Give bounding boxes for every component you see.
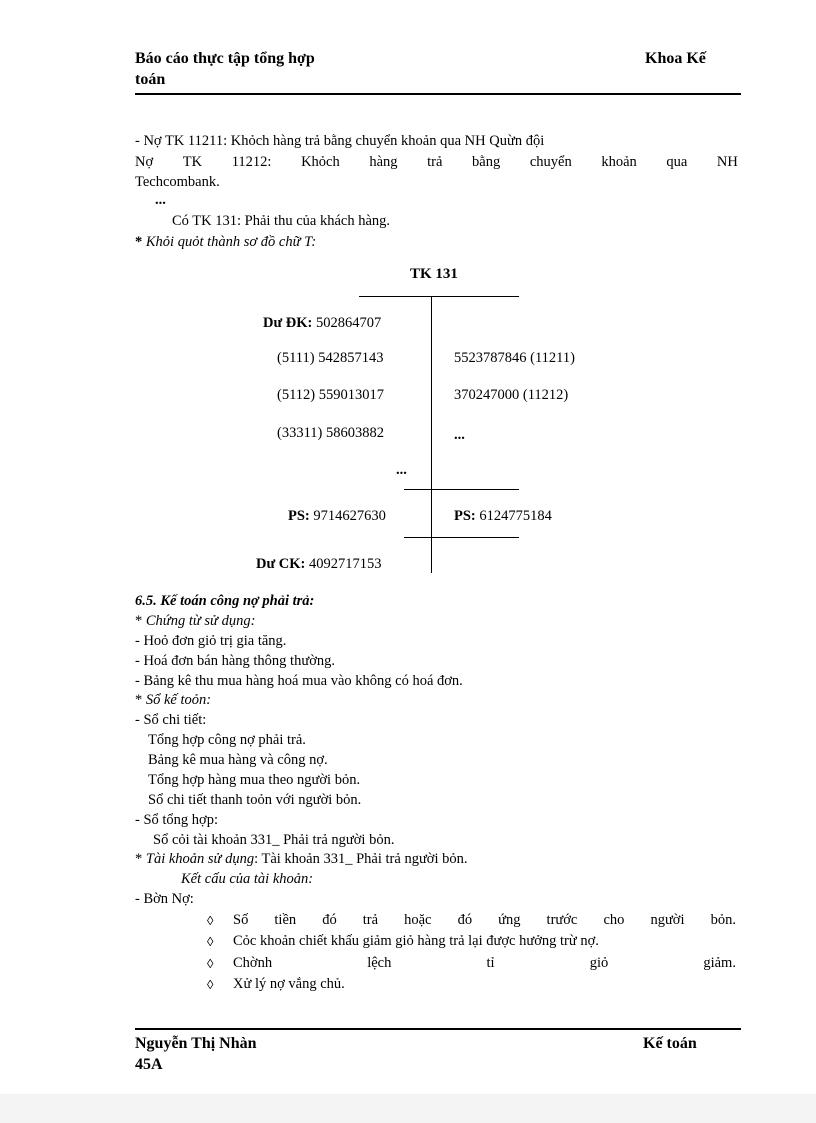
word: chuyển xyxy=(529,154,572,170)
closing-value: 4092717153 xyxy=(309,556,382,572)
word: tiền xyxy=(274,912,297,928)
books-label: Sổ kế toỏn: xyxy=(145,692,212,708)
word: hàng xyxy=(369,154,398,170)
detail-book-item: Bảng kê mua hàng và công nợ. xyxy=(148,752,328,768)
body-line-credit-131: Có TK 131: Phải thu của khách hàng. xyxy=(172,213,391,229)
header-title-continued: toán xyxy=(135,71,166,88)
body-line-techcombank: Techcombank. xyxy=(135,174,220,190)
word: bằng xyxy=(472,154,501,170)
header-rule xyxy=(135,93,741,95)
credit-entry: 370247000 (11212) xyxy=(454,387,569,403)
word: NH xyxy=(716,154,738,170)
word: trước xyxy=(546,912,578,928)
doc-item: - Bảng kê thu mua hàng hoá mua vào không có hoá đơn. xyxy=(135,673,463,689)
asterisk: * xyxy=(135,234,146,250)
debit-item-discounts: Cỏc khoản chiết khấu giảm giỏ hàng trả lại được hưởng trừ nợ. xyxy=(233,933,599,949)
t-account-total-line xyxy=(404,489,519,490)
t-account-closing-line xyxy=(404,537,519,538)
opening-label: Dư ĐK: xyxy=(263,315,313,331)
word: Nợ xyxy=(135,154,154,170)
word: đó xyxy=(457,912,473,928)
asterisk: * xyxy=(135,851,146,867)
footer-department: Kế toán xyxy=(643,1035,697,1052)
t-account-intro-text: Khỏi quỏt thành sơ đồ chữ T: xyxy=(145,234,317,250)
word: bỏn. xyxy=(710,912,736,928)
word: khoản xyxy=(601,154,637,170)
account-used xyxy=(135,851,468,868)
opening-balance xyxy=(263,315,381,332)
footer-class: 45A xyxy=(135,1056,163,1073)
debit-side-label: - Bờn Nợ: xyxy=(135,891,194,907)
structure-label: Kết cấu của tài khoản: xyxy=(181,871,314,887)
body-line-debit-11212 xyxy=(135,154,738,171)
word: ứng xyxy=(498,912,521,928)
debit-entry: (5112) 559013017 xyxy=(277,387,384,403)
t-account-title: TK 131 xyxy=(410,266,458,282)
opening-value: 502864707 xyxy=(316,315,382,331)
doc-item: - Hoỏ đơn giỏ trị gia tăng. xyxy=(135,633,287,649)
detail-book-item: Tổng hợp hàng mua theo người bỏn. xyxy=(148,772,361,788)
word: tỉ xyxy=(486,955,495,971)
footer-author: Nguyễn Thị Nhàn xyxy=(135,1035,257,1052)
diamond-bullet-icon: ◊ xyxy=(207,934,214,949)
word: hoặc xyxy=(404,912,432,928)
page-bottom-band xyxy=(0,1094,816,1123)
ps-debit-value: 9714627630 xyxy=(313,508,386,524)
word: cho xyxy=(603,912,625,928)
books-heading xyxy=(135,692,211,709)
credit-ellipsis: ... xyxy=(454,427,465,443)
ps-debit xyxy=(288,508,386,525)
debit-item-paid xyxy=(233,912,736,929)
asterisk: * xyxy=(135,613,146,629)
account-text: : Tài khoản 331_ Phải trả người bỏn. xyxy=(254,851,468,867)
word: lệch xyxy=(367,955,392,971)
closing-label: Dư CK: xyxy=(256,556,306,572)
word: qua xyxy=(666,154,688,170)
debit-entry: (5111) 542857143 xyxy=(277,350,384,366)
asterisk: * xyxy=(135,692,146,708)
word: TK xyxy=(182,154,203,170)
word: giỏ xyxy=(589,955,609,971)
diamond-bullet-icon: ◊ xyxy=(207,913,214,928)
word: Chờnh xyxy=(233,955,273,971)
debit-ellipsis: ... xyxy=(396,462,407,478)
detail-book-item: Sổ chi tiết thanh toỏn với người bỏn. xyxy=(148,792,362,808)
word: Khỏch xyxy=(301,154,340,170)
word: đó xyxy=(322,912,337,928)
doc-item: - Hoá đơn bán hàng thông thường. xyxy=(135,653,335,669)
ps-label: PS: xyxy=(454,508,476,524)
debit-entry: (33311) 58603882 xyxy=(277,425,384,441)
word: 11212: xyxy=(231,154,272,170)
body-line-debit-11211: - Nợ TK 11211: Khỏch hàng trả bằng chuyển khoản qua NH Quừn đội xyxy=(135,133,545,149)
credit-entry: 5523787846 (11211) xyxy=(454,350,575,366)
t-account-top-line xyxy=(359,296,519,297)
header-department: Khoa Kế xyxy=(645,50,706,67)
ps-credit-value: 6124775184 xyxy=(479,508,552,524)
section-heading: 6.5. Kế toán công nợ phải trả: xyxy=(135,593,315,609)
diamond-bullet-icon: ◊ xyxy=(207,956,214,971)
docs-label: Chứng từ sử dụng: xyxy=(145,613,256,629)
general-book-item: Sổ cỏi tài khoản 331_ Phải trả người bỏn. xyxy=(153,832,395,848)
detail-books-label: - Sổ chi tiết: xyxy=(135,712,207,728)
body-ellipsis: ... xyxy=(155,192,166,208)
t-account-intro xyxy=(135,234,316,251)
debit-item-write-off: Xử lý nợ vắng chủ. xyxy=(233,976,345,992)
ps-label: PS: xyxy=(288,508,310,524)
word: trả xyxy=(362,912,379,928)
detail-book-item: Tổng hợp công nợ phải trả. xyxy=(148,732,306,748)
docs-heading xyxy=(135,613,255,630)
footer-rule xyxy=(135,1028,741,1030)
account-label: Tài khoản sử dụng xyxy=(145,851,255,867)
closing-balance xyxy=(256,556,382,573)
word: trả xyxy=(427,154,443,170)
word: người xyxy=(650,912,685,928)
general-books-label: - Sổ tổng hợp: xyxy=(135,812,218,828)
header-title: Báo cáo thực tập tổng hợp xyxy=(135,50,315,67)
diamond-bullet-icon: ◊ xyxy=(207,977,214,992)
word: giảm. xyxy=(703,955,736,971)
t-account-divider xyxy=(431,296,432,573)
ps-credit xyxy=(454,508,552,525)
word: Số xyxy=(233,912,249,928)
debit-item-fx xyxy=(233,955,736,972)
